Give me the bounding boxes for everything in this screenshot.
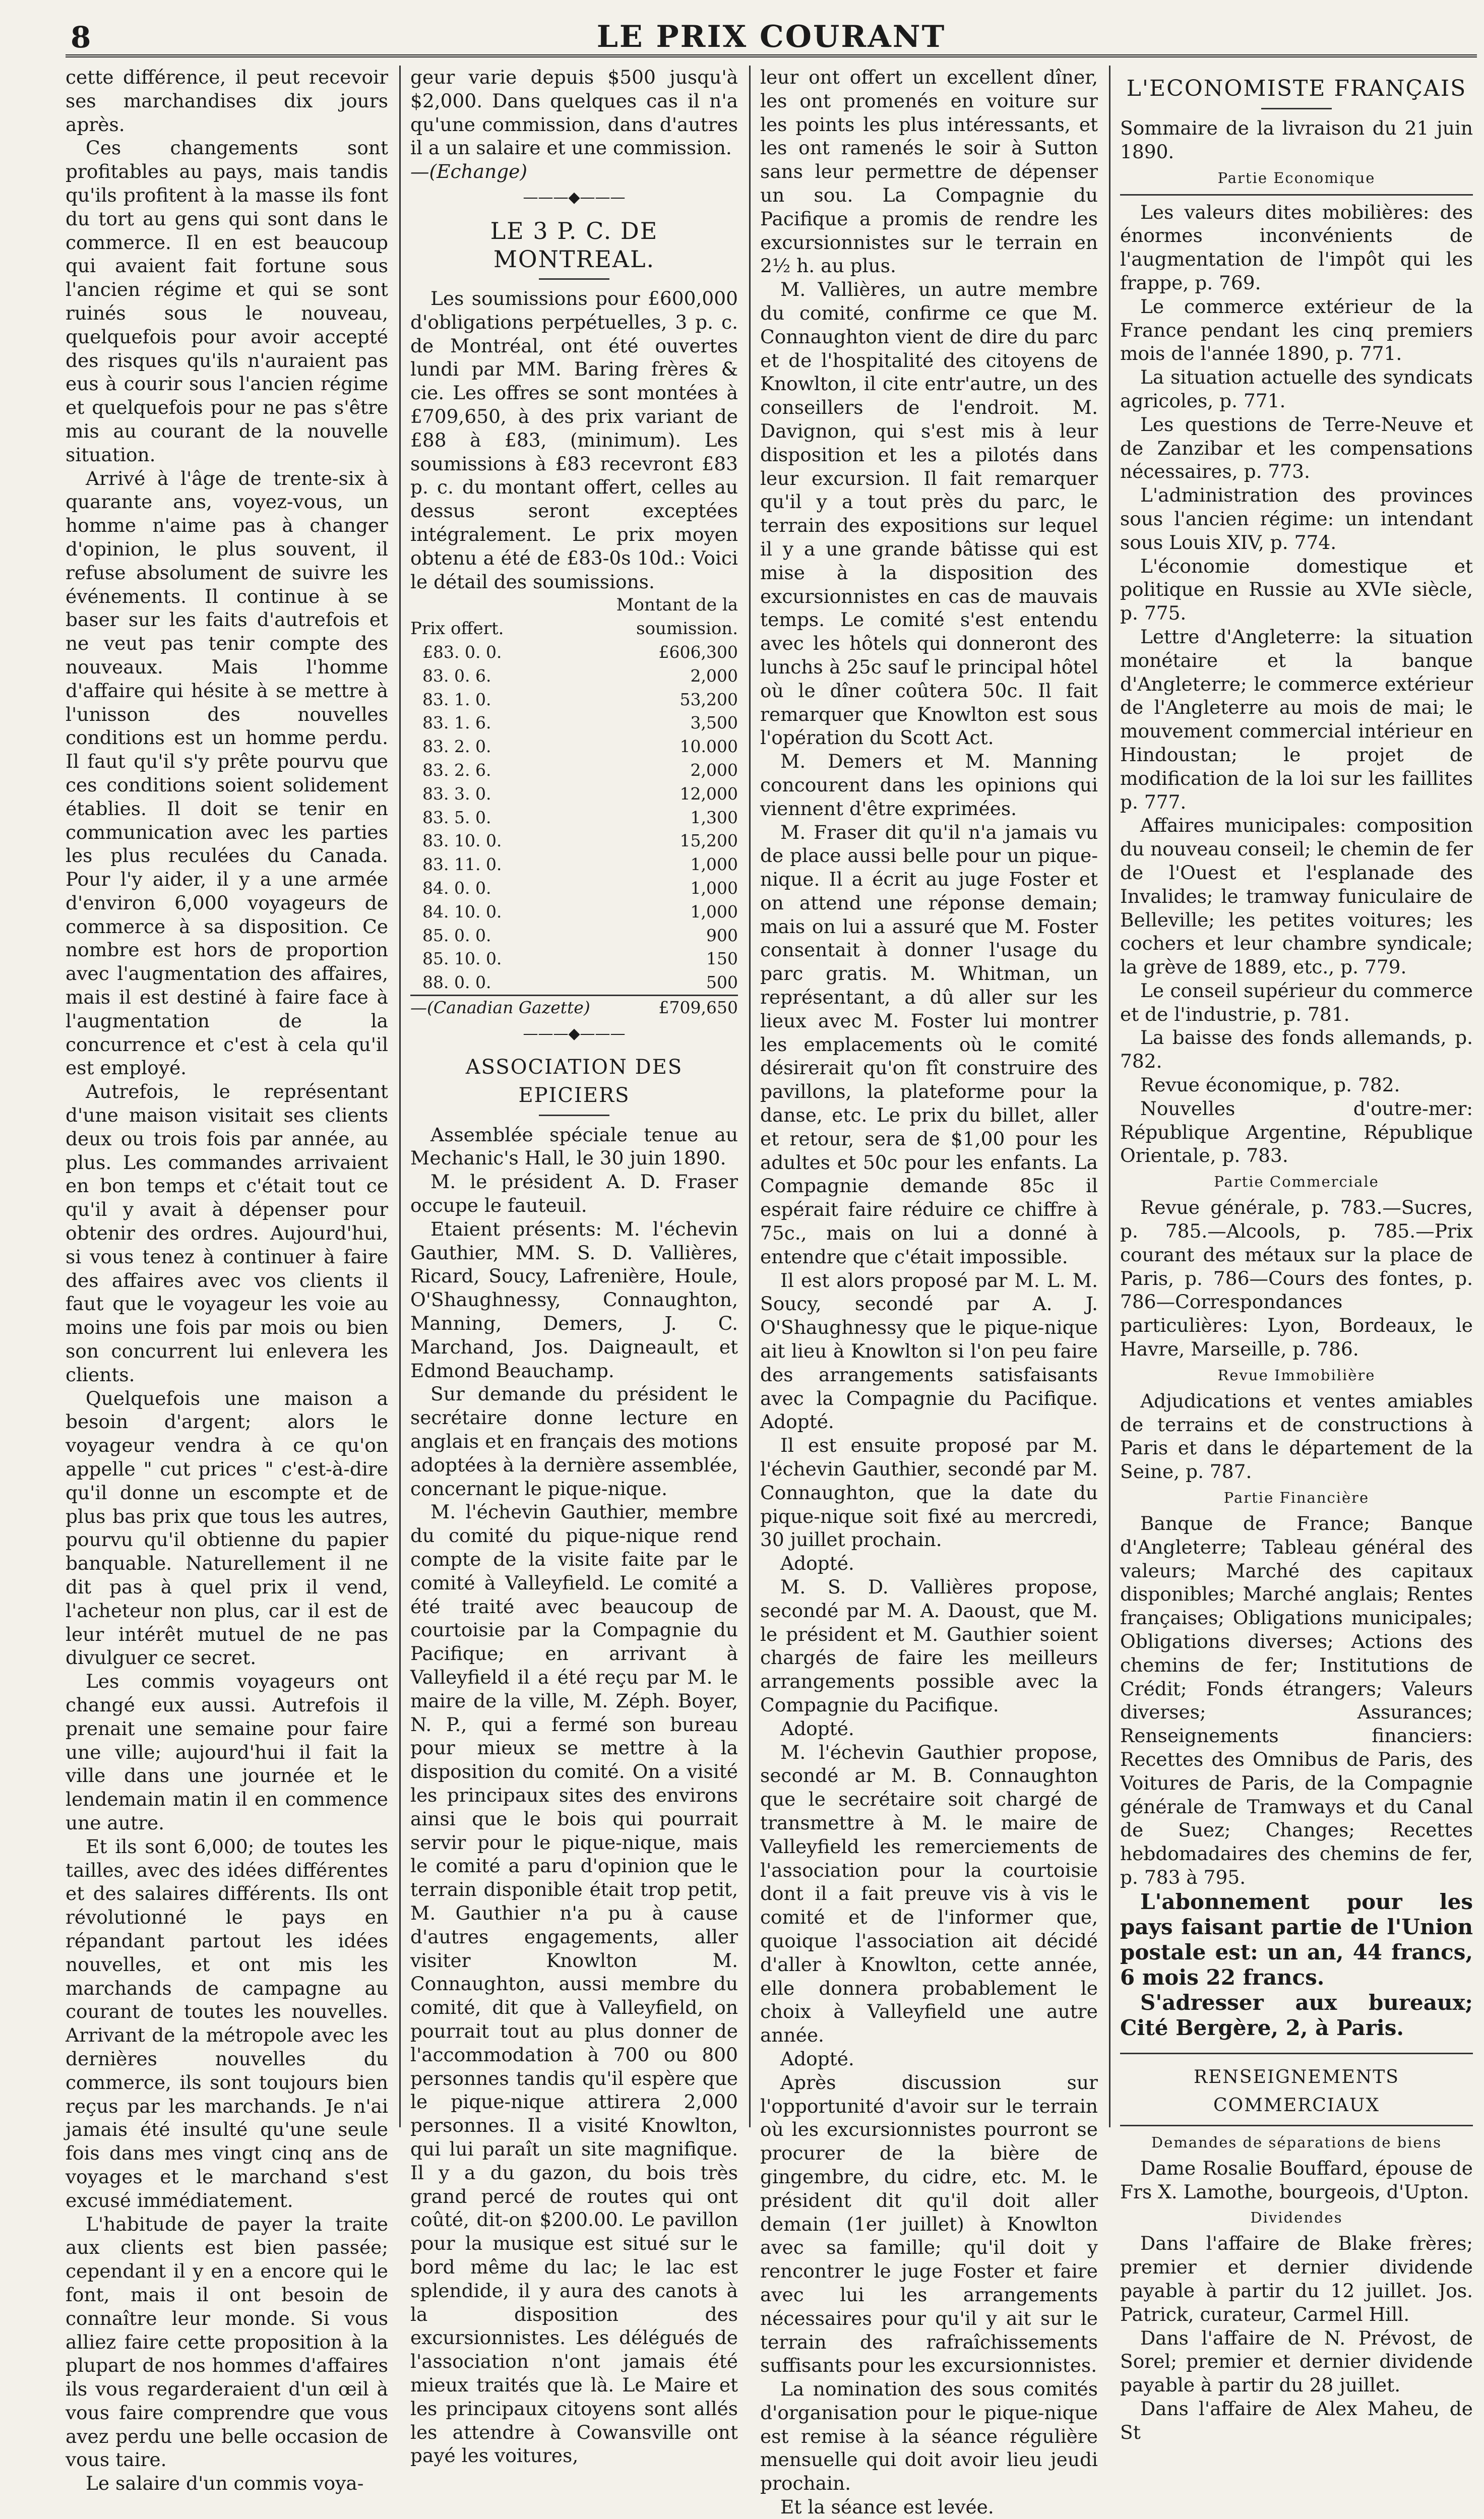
column-4	[1120, 66, 1473, 2443]
column-3	[760, 66, 1098, 2518]
list-item: La situation actuelle des syndicats agricoles, p. 771.	[1120, 366, 1473, 412]
table-header-price: Prix offert.	[410, 619, 504, 639]
table-header-amount-2: soumission.	[636, 619, 738, 639]
section-rule	[1120, 2053, 1473, 2054]
table-row	[410, 664, 738, 688]
paragraph: Adopté.	[780, 1717, 854, 1740]
offer-price: 85. 0. 0.	[422, 925, 491, 945]
paragraph: M. Fraser dit qu'il n'a jamais vu de place aussi belle pour un pique-nique. Il a écrit au juge Foster et on attend une réponse demain; mais on lui a assuré que M. Foster consentait à donner l'usage du parc gratis. M. Whitman, un représentant, a dû aller sur les lieux avec M. Foster lui montrer les emplacements où le comité désirerait qu'on fît construire des pavillons, la plateforme pour la danse, etc. Le prix du billet, aller et retour, sera de $1,00 pour les adultes et 50c pour les enfants. La Compagnie demande 85c il espérait faire réduire ce chiffre à 75c., mais on lui a donné à entendre que c'était impossible.	[760, 821, 1098, 1268]
title-rule	[1261, 108, 1332, 109]
total-source: —(Canadian Gazette)	[410, 995, 606, 1019]
paragraph: La nomination des sous comités d'organisation pour le pique-nique est remise à la séance régulière mensuelle qui doit avoir lieu jeudi prochain.	[760, 2378, 1098, 2495]
offer-amount: £606,300	[658, 642, 738, 662]
table-row	[410, 947, 738, 971]
paragraph: M. l'échevin Gauthier propose, secondé ar M. B. Connaughton que le secrétaire soit chargé de transmettre à M. le maire de Valleyfield les remerciements de l'association pour la courtoisie dont il a fait preuve vis à vis le comité et de l'informer que, quoique l'association ait décidé d'aller à Knowlton, cette année, elle donnera probablement le choix à Valleyfield une autre année.	[760, 1741, 1098, 2047]
paragraph: M. Demers et M. Manning concourent dans les opinions qui viennent d'être exprimées.	[760, 750, 1098, 820]
paragraph: Il est alors proposé par M. L. M. Soucy, secondé par A. J. O'Shaughnessy que le pique-nique ait lieu à Knowlton si l'on peu faire des arrangements satisfaisants avec la Compagnie du Pacifique. Adopté.	[760, 1269, 1098, 1433]
page-number: 8	[71, 20, 91, 54]
offer-amount: 1,000	[690, 901, 738, 921]
list-item: L'administration des provinces sous l'ancien régime: un intendant sous Louis XIV, p. 774.	[1120, 484, 1473, 554]
table-header-row	[410, 593, 738, 617]
paragraph: Dans l'affaire de Blake frères; premier et dernier dividende payable à partir du 12 juillet. Jos. Patrick, curateur, Carmel Hill.	[1120, 2232, 1473, 2325]
offer-amount: 900	[706, 925, 738, 945]
table-total-row	[410, 995, 738, 1019]
section-title-association: ASSOCIATION DES EPICIERS	[465, 1055, 683, 1107]
table-row	[410, 924, 738, 948]
paragraph: Dans l'affaire de Alex Maheu, de St	[1120, 2397, 1473, 2443]
offer-amount: 1,000	[690, 854, 738, 875]
table-row	[410, 759, 738, 782]
offer-price: 83. 3. 0.	[422, 783, 491, 804]
offer-price: 83. 1. 6.	[422, 713, 491, 733]
masthead	[66, 15, 1477, 57]
list-item: Lettre d'Angleterre: la situation monétaire et la banque d'Angleterre; le commerce extérieur de l'Angleterre au mois de mai; le mouvement commercial intérieur en Hindoustan; le projet de modification de la loi sur les faillites p. 777.	[1120, 625, 1473, 813]
table-row	[410, 829, 738, 853]
offers-table	[410, 593, 738, 1019]
paragraph: Dame Rosalie Bouffard, épouse de Frs X. Lamothe, bourgeois, d'Upton.	[1120, 2157, 1473, 2203]
paragraph: geur varie depuis $500 jusqu'à $2,000. Dans quelques cas il n'a qu'une commission, dans d'autres il a un salaire et une commission.	[410, 66, 738, 159]
paragraph: Banque de France; Banque d'Angleterre; Tableau général des valeurs; Marché des capitaux disponibles; Marché anglais; Rentes françaises; Obligations municipales; Obligations diverses; Actions des chemins de fer; Institutions de Crédit; Fonds étrangers; Valeurs diverses; Assurances; Renseignements financiers: Recettes des Omnibus de Paris, des Voitures de Paris, de la Compagnie générale de Tramways et du Canal de Suez; Changes; Recettes hebdomadaires des chemins de fer, p. 783 à 795.	[1120, 1512, 1473, 1888]
paragraph: leur ont offert un excellent dîner, les ont promenés en voiture sur les points les plus intéressants, et les ont ramenés le soir à Sutton sans leur permettre de dépenser un sou. La Compagnie du Pacifique a promis de rendre les excursionnistes sur le terrain en 2½ h. au plus.	[760, 66, 1098, 277]
paragraph: M. le président A. D. Fraser occupe le fauteuil.	[410, 1171, 738, 1217]
table-row	[410, 735, 738, 759]
paragraph: Autrefois, le représentant d'une maison visitait ses clients deux ou trois fois par année, au plus. Les commandes arrivaient en bon temps et c'était tout ce qu'il y avait à dépenser pour obtenir des ordres. Aujourd'hui, si vous tenez à continuer à faire des affaires avec vos clients il faut que le voyageur les voie au moins une fois par mois ou bien son concurrent lui enlevera les clients.	[66, 1080, 388, 1386]
list-item: La baisse des fonds allemands, p. 782.	[1120, 1026, 1473, 1073]
address-notice: S'adresser aux bureaux; Cité Bergère, 2, à Paris.	[1120, 1990, 1473, 2040]
paragraph: Dans l'affaire de N. Prévost, de Sorel; premier et dernier dividende payable à partir du 28 juillet.	[1120, 2326, 1473, 2397]
source-credit: —(Echange)	[410, 160, 527, 183]
paragraph: M. S. D. Vallières propose, secondé par M. A. Daoust, que M. le président et M. Gauthier soient chargés de faire les meilleurs arrangements possible avec la Compagnie du Pacifique.	[760, 1576, 1098, 1716]
paragraph: Les commis voyageurs ont changé eux aussi. Autrefois il prenait une semaine pour faire une ville; aujourd'hui il fait la ville dans une journée et le lendemain matin il en commence une autre.	[66, 1670, 388, 1834]
paragraph: Adopté.	[780, 2047, 854, 2070]
table-row	[410, 688, 738, 712]
offer-amount: 53,200	[679, 689, 738, 709]
table-row	[410, 877, 738, 900]
list-item: Les valeurs dites mobilières: des énormes inconvénients de l'augmentation de l'impôt qui les frappe, p. 769.	[1120, 201, 1473, 294]
paragraph: L'habitude de payer la traite aux clients est bien passée; cependant il y en a encore qui le font, mais il ont besoin de connaître leur monde. Si vous alliez faire cette proposition à la plupart de nos hommes d'affaires ils vous regarderaient d'un œil à vous faire comprendre que vous avez perdu une belle occasion de vous taire.	[66, 2213, 388, 2471]
paragraph: Et la séance est levée.	[780, 2496, 994, 2518]
offer-price: 83. 2. 6.	[422, 760, 491, 780]
offer-amount: 500	[706, 972, 738, 993]
paragraph: Sur demande du président le secrétaire donne lecture en anglais et en français des motions adoptées à la dernière assemblée, concernant le pique-nique.	[410, 1383, 738, 1500]
columns	[66, 66, 1477, 2518]
economiste-title: L'ECONOMISTE FRANÇAIS	[1126, 76, 1467, 101]
paragraph: Ces changements sont profitables au pays, mais tandis qu'ils profitent à la masse ils font du tort au gens qui sont dans le commerce. Il en est beaucoup qui avaient fait fortune sous l'ancien régime et qui se sont ruinés sous le nouveau, quelquefois pour avoir accepté des risques qu'ils n'auraient pas eus à courir sous l'ancien régime et quelquefois pour ne pas s'être mis au courant de la nouvelle situation.	[66, 137, 388, 466]
section-rule	[1120, 194, 1473, 196]
paragraph: Et ils sont 6,000; de toutes les tailles, avec des idées différentes et des salaires différents. Ils ont révolutionné le pays en répandant partout les idées nouvelles, et ont mis les marchands de campagne au courant de toutes les nouvelles. Arrivant de la métropole avec les dernières nouvelles du commerce, ils sont toujours bien reçus par les marchands. Je n'ai jamais été insulté qu'une seule fois dans mes vingt cinq ans de voyages et le marchand s'est excusé immédiatement.	[66, 1835, 388, 2211]
offer-amount: 10.000	[679, 736, 738, 757]
offer-price: 83. 11. 0.	[422, 854, 502, 875]
offer-amount: 150	[706, 949, 738, 969]
offer-price: 85. 10. 0.	[422, 949, 502, 969]
offer-amount: 3,500	[690, 713, 738, 733]
section-rule	[1120, 2125, 1473, 2126]
list-item: Nouvelles d'outre-mer: République Argentine, République Orientale, p. 783.	[1120, 1097, 1473, 1167]
offer-price: 83. 2. 0.	[422, 736, 491, 757]
table-row	[410, 853, 738, 877]
revue-immobiliere-heading: Revue Immobilière	[1217, 1366, 1376, 1384]
list-item: Le conseil supérieur du commerce et de l'industrie, p. 781.	[1120, 979, 1473, 1025]
list-item: Le commerce extérieur de la France pendant les cinq premiers mois de l'année 1890, p. 771.	[1120, 295, 1473, 365]
partie-commerciale-heading: Partie Commerciale	[1214, 1173, 1379, 1191]
paragraph: Adjudications et ventes amiables de terrains et de constructions à Paris et dans le département de la Seine, p. 787.	[1120, 1389, 1473, 1483]
offer-amount: 2,000	[690, 665, 738, 686]
paragraph: Le salaire d'un commis voya-	[86, 2472, 364, 2495]
list-item: L'économie domestique et politique en Russie au XVIe siècle, p. 775.	[1120, 555, 1473, 625]
offer-amount: 12,000	[679, 783, 738, 804]
paragraph: M. l'échevin Gauthier, membre du comité du pique-nique rend compte de la visite faite par le comité à Valleyfield. Le comité a été traité avec beaucoup de courtoisie par la Compagnie du Pacifique; en arrivant à Valleyfield il a été reçu par M. le maire de la ville, M. Zéph. Boyer, N. P., qui a fermé son bureau pour mieux se mettre à la disposition du comité. On a visité les principaux sites des environs ainsi que le bois qui pourrait servir pour le pique-nique, mais le comité a paru d'opinion que le terrain disponible était trop petit, M. Gauthier n'a pu à cause d'autres engagements, aller visiter Knowlton M. Connaughton, aussi membre du comité, dit que à Valleyfield, on pourrait tout au plus donner de l'accommodation à 700 ou 800 personnes tandis qu'il espère que le pique-nique attirera 2,000 personnes. Il a visité Knowlton, qui lui paraît un site magnifique. Il y a du gazon, du bois très grand percé de routes qui ont coûté, dit-on $200.00. Le pavillon pour la musique est situé sur le bord même du lac; le lac est splendide, il y aura des canots à la disposition des excursionnistes. Les délégués de l'association n'ont jamais été mieux traités que là. Le Maire et les principaux citoyens sont allés les attendre à Cowansville ont payé les voitures,	[410, 1501, 738, 2467]
ornament-divider: ———◆———	[523, 1024, 626, 1042]
offer-price: 83. 0. 6.	[422, 665, 491, 686]
paragraph: Assemblée spéciale tenue au Mechanic's Hall, le 30 juin 1890.	[410, 1123, 738, 1170]
offer-amount: 15,200	[679, 831, 738, 851]
subscription-notice: L'abonnement pour les pays faisant partie de l'Union postale est: un an, 44 francs, 6 mois 22 francs.	[1120, 1889, 1473, 1990]
list-item: Revue économique, p. 782.	[1140, 1074, 1400, 1096]
paragraph: M. Vallières, un autre membre du comité, confirme ce que M. Connaughton vient de dire du parc et de l'hospitalité des citoyens de Knowlton, il cite entr'autre, un des conseillers de l'endroit. M. Davignon, qui s'est mis à leur disposition et les a pilotés dans leur excursion. Il fait remarquer qu'il y a tout près du parc, le terrain des expositions sur lequel il y a une grande bâtisse qui est mise à la disposition des excursionnistes en cas de mauvais temps. Le comité s'est entendu avec les hôtels qui donneront des lunchs à 25c sauf le principal hôtel où le dîner coûtera 50c. Il fait remarquer que Knowlton est sous l'opération du Scott Act.	[760, 278, 1098, 749]
table-row	[410, 806, 738, 830]
list-item: Affaires municipales: composition du nouveau conseil; le chemin de fer de l'Ouest et l'esplanade des Invalides; le tramway funiculaire de Belleville; les petites voitures; les cochers et leur chambre syndicale; la grève de 1889, etc., p. 779.	[1120, 814, 1473, 978]
column-2	[410, 66, 738, 2467]
offer-amount: 2,000	[690, 760, 738, 780]
offer-price: £83. 0. 0.	[422, 642, 502, 662]
journal-title: LE PRIX COURANT	[596, 19, 946, 54]
paragraph: Arrivé à l'âge de trente-six à quarante ans, voyez-vous, un homme n'aime pas à changer d'opinion, le plus souvent, il refuse absolument de suivre les événements. Il continue à se baser sur les faits d'autrefois et ne veut pas tenir compte des nouveaux. Mais l'homme d'affaire qui hésite à se mettre à l'unisson des nouvelles conditions est un homme perdu. Il faut qu'il s'y prête pourvu que ces conditions soient solidement établies. Il doit se tenir en communication avec les parties les plus reculées du Canada. Pour l'y aider, il y a une armée d'environ 6,000 voyageurs de commerce à sa disposition. Ce nombre est hors de proportion avec l'augmentation des affaires, mais il est destiné à faire face à l'augmentation de la concurrence et c'est à cela qu'il est employé.	[66, 467, 388, 1079]
partie-economique-heading: Partie Economique	[1217, 169, 1376, 187]
table-row	[410, 711, 738, 735]
column-1	[66, 66, 388, 2495]
table-row	[410, 782, 738, 806]
paragraph: Quelquefois une maison a besoin d'argent; alors le voyageur vendra à ce qu'on appelle " cut prices " c'est-à-dire qu'il donne un escompte et de plus bas prix que tous les autres, pourvu qu'il obtienne du papier banquable. Naturellement il ne dit pas à quel prix il vend, l'acheteur non plus, car il est de leur intérêt mutuel de ne pas divulguer ce secret.	[66, 1387, 388, 1669]
paragraph: Les soumissions pour £600,000 d'obligations perpétuelles, 3 p. c. de Montréal, ont été ouvertes lundi par MM. Baring frères & cie. Les offres se sont montées à £709,650, à des prix variant de £88 à £83, (minimum). Les soumissions à £83 recevront £83 p. c. du montant offert, celles au dessus seront exceptées intégralement. Le prix moyen obtenu a été de £83-0s 10d.: Voici le détail des soumissions.	[410, 287, 738, 593]
partie-financiere-heading: Partie Financière	[1223, 1489, 1370, 1507]
total-amount: £709,650	[606, 995, 738, 1019]
dividendes-heading: Dividendes	[1250, 2209, 1343, 2227]
offer-price: 88. 0. 0.	[422, 972, 491, 993]
ornament-divider: ———◆———	[523, 188, 626, 206]
paragraph: Etaient présents: M. l'échevin Gauthier, MM. S. D. Vallières, Ricard, Soucy, Lafrenière, Houle, O'Shaughnessy, Connaughton, Manning, Demers, J. C. Marchand, Jos. Daigneault, et Edmond Beauchamp.	[410, 1217, 738, 1382]
offer-price: 83. 1. 0.	[422, 689, 491, 709]
table-header-row	[410, 617, 738, 641]
table-header-amount-1: Montant de la	[616, 595, 738, 616]
offer-amount: 1,000	[690, 878, 738, 898]
offer-price: 83. 5. 0.	[422, 807, 491, 827]
separations-heading: Demandes de séparations de biens	[1151, 2133, 1442, 2151]
section-title-3pc: LE 3 P. C. DE MONTREAL.	[490, 217, 658, 273]
paragraph: Après discussion sur l'opportunité d'avoir sur le terrain où les excursionnistes pourront se procurer de la bière de gingembre, du cidre, etc. M. le président dit qu'il doit aller demain (1er juillet) à Knowlton avec sa famille; qu'il doit y rencontrer le juge Foster et faire avec lui les arrangements nécessaires pour qu'il y ait sur le terrain des rafraîchissements suffisants pour les excursionnistes.	[760, 2071, 1098, 2377]
offer-price: 84. 0. 0.	[422, 878, 491, 898]
column-rule	[1109, 66, 1110, 2127]
offer-rows	[410, 641, 738, 995]
paragraph: Revue générale, p. 783.—Sucres, p. 785.—Alcools, p. 785.—Prix courant des métaux sur la place de Paris, p. 786—Cours des fontes, p. 786—Correspondances particulières: Lyon, Bordeaux, le Havre, Marseille, p. 786.	[1120, 1196, 1473, 1361]
summary-line: Sommaire de la livraison du 21 juin 1890.	[1120, 117, 1473, 163]
paragraph: cette différence, il peut recevoir ses marchandises dix jours après.	[66, 66, 388, 136]
offer-price: 83. 10. 0.	[422, 831, 502, 851]
paragraph: Il est ensuite proposé par M. l'échevin Gauthier, secondé par M. Connaughton, que la date du pique-nique soit fixé au mercredi, 30 juillet prochain.	[760, 1434, 1098, 1551]
title-rule	[539, 1115, 609, 1116]
renseignements-title: RENSEIGNEMENTS COMMERCIAUX	[1194, 2066, 1399, 2116]
table-row	[410, 971, 738, 995]
column-rule	[749, 66, 751, 2127]
table-row	[410, 900, 738, 924]
offer-amount: 1,300	[690, 807, 738, 827]
column-rule	[399, 66, 401, 2127]
table-row	[410, 641, 738, 664]
offer-price: 84. 10. 0.	[422, 901, 502, 921]
title-rule	[539, 278, 609, 280]
list-item: Les questions de Terre-Neuve et de Zanzibar et les compensations nécessaires, p. 773.	[1120, 413, 1473, 483]
paragraph: Adopté.	[780, 1552, 854, 1575]
